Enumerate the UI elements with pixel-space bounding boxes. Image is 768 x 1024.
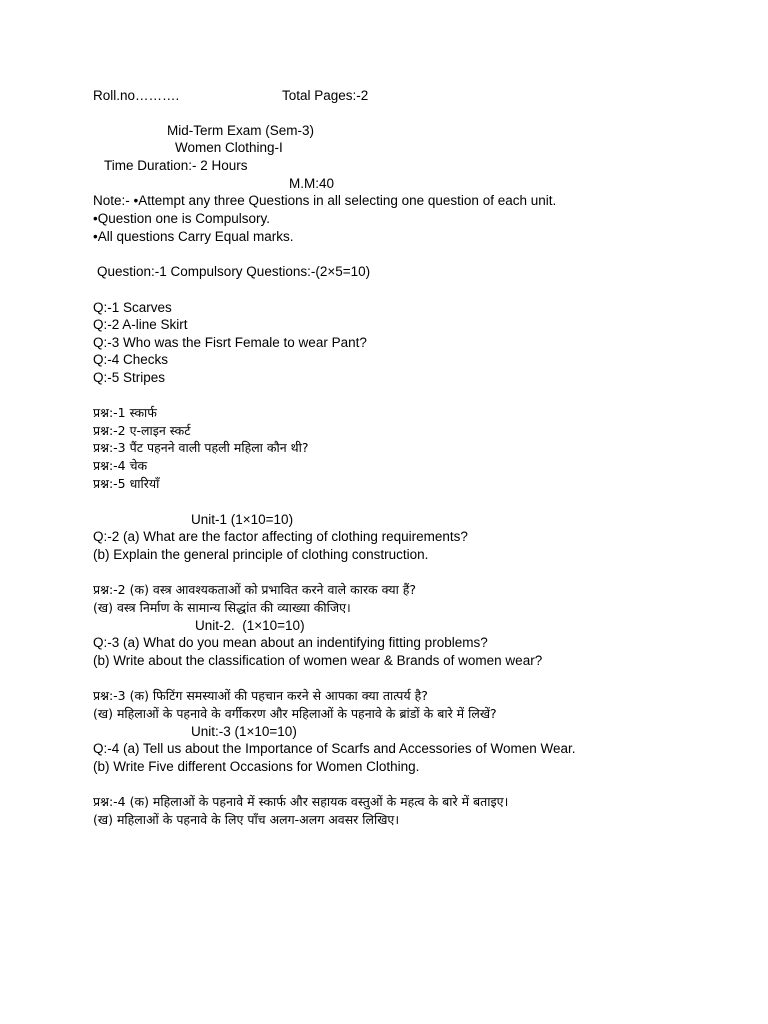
- unit-2-heading: Unit-2. (1×10=10): [195, 618, 305, 633]
- unit-1-question-en: Q:-2 (a) What are the factor affecting of clothing requirements?: [93, 529, 468, 544]
- note-line-3: •All questions Carry Equal marks.: [93, 229, 294, 244]
- note-line-2: •Question one is Compulsory.: [93, 211, 271, 226]
- q1-item-hi: प्रश्न:-4 चेक: [93, 458, 148, 473]
- q1-item-hi: प्रश्न:-3 पैंट पहनने वाली पहली महिला कौन थी?: [93, 440, 309, 455]
- maximum-marks: M.M:40: [289, 176, 335, 191]
- unit-1-question-en: (b) Explain the general principle of clothing construction.: [93, 547, 429, 562]
- unit-2-question-en: (b) Write about the classification of women wear & Brands of women wear?: [93, 653, 543, 668]
- note-line-1: Note:- •Attempt any three Questions in all selecting one question of each unit.: [93, 193, 557, 208]
- unit-2-question-hi: प्रश्न:-3 (क) फिटिंग समस्याओं की पहचान करने से आपका क्या तात्पर्य है?: [93, 688, 428, 703]
- total-pages: Total Pages:-2: [282, 88, 369, 103]
- unit-3-question-hi: प्रश्न:-4 (क) महिलाओं के पहनावे में स्कार्फ और सहायक वस्तुओं के महत्व के बारे में बताइए।: [93, 794, 509, 809]
- unit-3-question-hi: (ख) महिलाओं के पहनावे के लिए पाँच अलग-अलग अवसर लिखिए।: [93, 812, 400, 827]
- unit-3-question-en: (b) Write Five different Occasions for Women Clothing.: [93, 759, 420, 774]
- unit-2-question-en: Q:-3 (a) What do you mean about an indentifying fitting problems?: [93, 635, 488, 650]
- q1-item-hi: प्रश्न:-1 स्कार्फ: [93, 405, 157, 420]
- exam-title: Mid-Term Exam (Sem-3): [167, 123, 315, 138]
- q1-item-hi: प्रश्न:-2 ए-लाइन स्कर्ट: [93, 423, 191, 438]
- q1-item-en: Q:-5 Stripes: [93, 370, 166, 385]
- time-duration: Time Duration:- 2 Hours: [104, 158, 248, 173]
- unit-3-heading: Unit:-3 (1×10=10): [191, 724, 297, 739]
- unit-1-heading: Unit-1 (1×10=10): [191, 512, 294, 527]
- roll-number: Roll.no……….: [93, 88, 180, 103]
- q1-item-en: Q:-3 Who was the Fisrt Female to wear Pant?: [93, 335, 367, 350]
- q1-item-en: Q:-2 A-line Skirt: [93, 317, 188, 332]
- unit-3-question-en: Q:-4 (a) Tell us about the Importance of Scarfs and Accessories of Women Wear.: [93, 741, 576, 756]
- unit-1-question-hi: (ख) वस्त्र निर्माण के सामान्य सिद्धांत की व्याख्या कीजिए।: [93, 600, 351, 615]
- q1-item-en: Q:-4 Checks: [93, 352, 169, 367]
- unit-1-question-hi: प्रश्न:-2 (क) वस्त्र आवश्यकताओं को प्रभावित करने वाले कारक क्या हैं?: [93, 582, 417, 597]
- subject-title: Women Clothing-I: [175, 140, 283, 155]
- question-1-heading: Question:-1 Compulsory Questions:-(2×5=10): [97, 264, 371, 279]
- q1-item-hi: प्रश्न:-5 धारियाँ: [93, 476, 160, 491]
- unit-2-question-hi: (ख) महिलाओं के पहनावे के वर्गीकरण और महिलाओं के पहनावे के ब्रांडों के बारे में लिखें?: [93, 706, 497, 721]
- q1-item-en: Q:-1 Scarves: [93, 300, 172, 315]
